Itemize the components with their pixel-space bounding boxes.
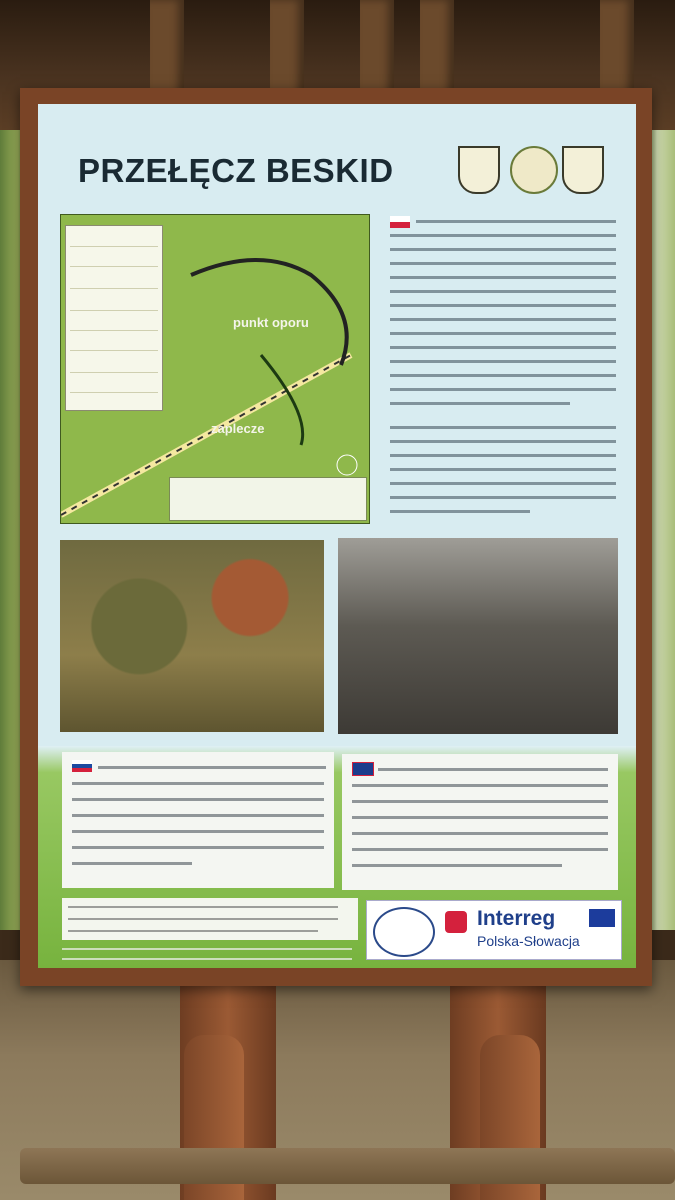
text-line	[390, 346, 616, 349]
legend-row	[70, 372, 158, 373]
text-line	[390, 304, 616, 307]
legend-row	[70, 392, 158, 393]
ground-log	[20, 1148, 675, 1184]
map-key	[169, 477, 367, 521]
text-line	[390, 318, 616, 321]
text-line	[390, 482, 616, 485]
text-line	[72, 862, 192, 865]
text-line	[390, 234, 616, 237]
horn-crest-icon	[562, 146, 604, 194]
text-line	[390, 426, 616, 429]
text-line	[352, 848, 608, 851]
text-line	[352, 832, 608, 835]
english-text-block	[342, 754, 618, 890]
interreg-logo-panel	[366, 900, 622, 960]
text-line	[68, 930, 318, 932]
map-label-zaplecze: zaplecze	[211, 421, 265, 436]
map-legend	[65, 225, 163, 411]
slovakia-flag-icon	[72, 760, 92, 772]
text-line	[390, 276, 616, 279]
text-line	[390, 440, 616, 443]
legend-row	[70, 330, 158, 331]
text-line	[390, 374, 616, 377]
text-line	[62, 958, 352, 960]
text-line	[68, 906, 338, 908]
pl-sk-logo-icon	[445, 911, 467, 933]
text-line	[352, 800, 608, 803]
text-line	[98, 766, 326, 769]
site-map	[60, 214, 370, 524]
board-title: PRZEŁĘCZ BESKID	[78, 152, 394, 189]
text-line	[390, 332, 616, 335]
text-line	[378, 768, 608, 771]
trench-line	[191, 260, 347, 365]
map-label-punkt: punkt oporu	[233, 315, 309, 330]
legend-row	[70, 246, 158, 247]
park-seal-icon	[510, 146, 558, 194]
text-line	[72, 830, 324, 833]
photo-helmets	[60, 540, 324, 732]
poland-flag-icon	[390, 216, 410, 228]
text-line	[390, 468, 616, 471]
text-line	[390, 290, 616, 293]
text-line	[352, 864, 562, 867]
text-line	[390, 262, 616, 265]
text-line	[390, 360, 616, 363]
text-line	[68, 918, 338, 920]
text-line	[390, 248, 616, 251]
uk-flag-icon	[352, 762, 374, 776]
gmina-crest-icon	[458, 146, 500, 194]
text-line	[72, 782, 324, 785]
legend-row	[70, 350, 158, 351]
legend-row	[70, 310, 158, 311]
eu-flag-icon	[589, 909, 615, 927]
slovak-text-block	[62, 752, 334, 888]
interreg-title: Interreg	[477, 907, 556, 930]
text-line	[390, 402, 570, 405]
text-line	[390, 496, 616, 499]
text-line	[352, 784, 608, 787]
compass-icon	[337, 455, 357, 475]
text-line	[352, 816, 608, 819]
contact-address	[62, 944, 362, 964]
text-line	[390, 510, 530, 513]
text-line	[62, 948, 352, 950]
interreg-subtitle: Polska-Słowacja	[477, 933, 580, 949]
text-line	[390, 388, 616, 391]
logo-group	[458, 146, 633, 192]
text-line	[416, 220, 616, 223]
text-line	[390, 454, 616, 457]
euroregion-karpacki-logo-icon	[373, 907, 435, 957]
legend-row	[70, 288, 158, 289]
text-line	[72, 846, 324, 849]
information-board	[38, 104, 636, 968]
photo-trench-machine-gun	[338, 538, 618, 734]
polish-text-block	[390, 212, 618, 512]
text-line	[72, 814, 324, 817]
text-line	[72, 798, 324, 801]
legend-row	[70, 266, 158, 267]
photo-credits	[62, 898, 358, 940]
